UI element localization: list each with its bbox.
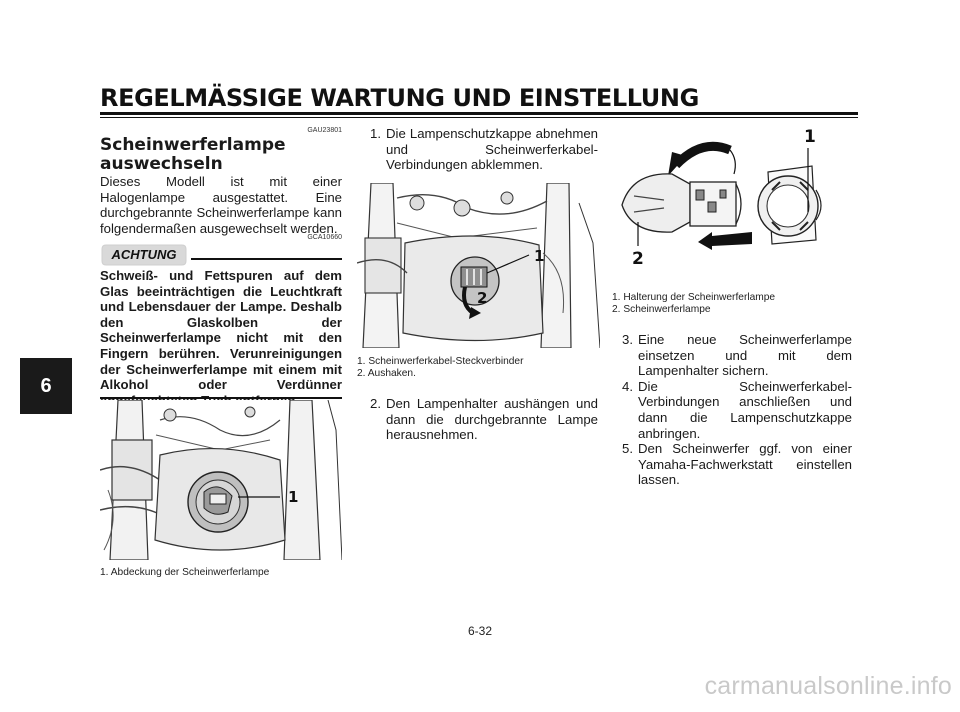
figure2-caption-line2: 2. Aushaken. bbox=[357, 368, 416, 380]
step-4-number: 4. bbox=[622, 378, 633, 394]
caution-label: ACHTUNG bbox=[111, 247, 177, 262]
step-1-text: Die Lampenschutzkappe abnehmen und Scheinwerferkabel-Verbindungen abklemmen. bbox=[386, 126, 598, 173]
watermark: carmanualsonline.info bbox=[704, 672, 952, 700]
section-title-line1: Scheinwerferlampe bbox=[100, 135, 286, 155]
step-1-number: 1. bbox=[370, 126, 381, 141]
step-5-number: 5. bbox=[622, 441, 633, 457]
step-5-text: Den Scheinwerfer ggf. von einer Yamaha-Fachwerkstatt einstellen lassen. bbox=[638, 441, 852, 488]
step-4 bbox=[622, 379, 852, 441]
page-title: REGELMÄSSIGE WARTUNG UND EINSTELLUNG bbox=[100, 84, 699, 112]
title-rule-thin bbox=[100, 117, 858, 118]
figure3-caption-line1: 1. Halterung der Scheinwerferlampe bbox=[612, 292, 776, 303]
step-2-number: 2. bbox=[370, 396, 381, 411]
step-4-text: Die Scheinwerferkabel-Verbindungen anschließen und dann die Lampenschutzkappe anbringen. bbox=[638, 378, 852, 441]
chapter-tab: 6 bbox=[20, 358, 72, 414]
figure2-caption-line1: 1. Scheinwerferkabel-Steckverbinder bbox=[357, 356, 524, 367]
step-2-text: Den Lampenhalter aushängen und dann die durchgebrannte Lampe herausnehmen. bbox=[386, 396, 598, 443]
figure3-caption bbox=[612, 292, 858, 317]
step-5 bbox=[622, 441, 852, 488]
step-1 bbox=[370, 126, 598, 173]
figure-connector-removal bbox=[357, 183, 600, 348]
intro-paragraph: Dieses Modell ist mit einer Halogenlampe ausgestattet. Eine durchgebrannte Scheinwerferlampe kann folgendermaßen ausgewechselt werden. bbox=[100, 174, 342, 236]
title-rule bbox=[100, 112, 858, 115]
step-3-text: Eine neue Scheinwerferlampe einsetzen und mit dem Lampenhalter sichern. bbox=[638, 332, 852, 379]
page-number: 6-32 bbox=[467, 624, 493, 638]
figure2-caption bbox=[357, 356, 600, 381]
section-code: GAU23801 bbox=[307, 127, 342, 134]
steps-3-to-5 bbox=[622, 332, 852, 488]
figure-bulb-holder bbox=[612, 120, 858, 285]
figure1-callout: 1 bbox=[288, 488, 299, 506]
step-3-number: 3. bbox=[622, 332, 633, 347]
caution-rule bbox=[191, 258, 342, 260]
figure2-callout-1: 1 bbox=[534, 247, 545, 265]
section-title-line2: auswechseln bbox=[100, 154, 223, 174]
section-title bbox=[100, 136, 342, 174]
figure-headlight-cover bbox=[100, 400, 342, 560]
figure2-callout-2: 2 bbox=[477, 289, 488, 307]
figure3-callout-2: 2 bbox=[632, 249, 644, 269]
figure3-caption-line2: 2. Scheinwerferlampe bbox=[612, 304, 711, 316]
figure3-callout-1: 1 bbox=[804, 127, 816, 147]
step-3 bbox=[622, 332, 852, 379]
figure1-caption: 1. Abdeckung der Scheinwerferlampe bbox=[100, 567, 270, 578]
step-2 bbox=[370, 396, 598, 443]
caution-end-rule bbox=[100, 397, 342, 399]
caution-code: GCA10660 bbox=[307, 234, 342, 241]
caution-text: Schweiß- und Fettspuren auf dem Glas beeinträchtigen die Leuchtkraft und Lebensdauer der Lampe. Deshalb den Glaskolben der Scheinwerferlampe nicht mit den Fingern berühren. Verunreinigungen der Scheinwerferlampe mit einem mit Alkohol oder Verdünner bbox=[100, 268, 342, 393]
